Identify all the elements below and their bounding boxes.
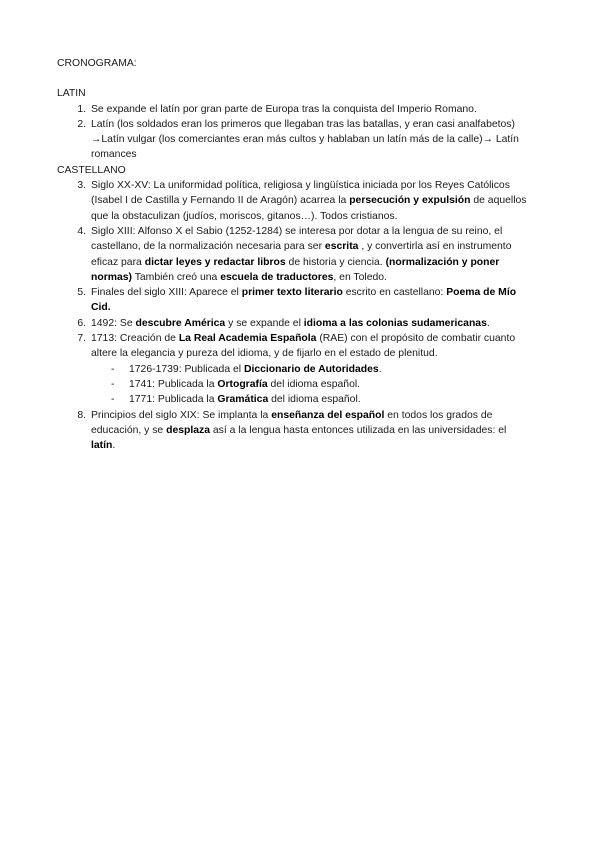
castellano-heading: CASTELLANO [57, 164, 126, 176]
item-text: Finales del siglo XIII: Aparece el [91, 287, 242, 299]
sub-item-1771 [57, 392, 527, 407]
bold-text: desplaza [166, 424, 210, 436]
item-text: 1492: Se [91, 317, 136, 329]
item-text: y se expande el [225, 317, 304, 329]
bold-text: dictar leyes y redactar libros [144, 256, 286, 268]
item-text: . [112, 440, 116, 452]
bold-text: descubre América [135, 317, 226, 329]
item-text: de historia y ciencia. [285, 256, 386, 268]
item-number: 1. [77, 103, 86, 115]
item-text: Siglo XX-XV: La uniformidad política, religiosa y lingüística iniciada por los Reyes Católicos (Isabel I de Castilla y Fernando II de Aragón) acarrea la [91, 180, 510, 207]
bold-text: La Real Academia Española [178, 333, 317, 345]
list-item-8 [57, 408, 527, 454]
item-text: 1771: Publicada la [129, 394, 218, 406]
bold-text: escuela de traductores [220, 271, 334, 283]
item-number: 7. [77, 333, 86, 345]
item-number: 2. [77, 118, 86, 130]
item-text: escrito en castellano: [342, 287, 447, 299]
list-item-6 [57, 316, 527, 331]
item-text: Latín (los soldados eran los primeros que llegaban tras las batallas, y eran casi analfabetos) →Latín vulgar (los comerciantes eran más cultos y hablaban un latín más de la calle)→ Latín romances [91, 118, 519, 161]
list-item-7 [57, 331, 527, 362]
bold-text: (normalización y poner normas) [91, 256, 500, 283]
item-text: de aquellos que la obstaculizan (judíos, moriscos, gitanos…). Todos cristianos. [91, 195, 527, 222]
bold-text: Gramática [217, 394, 269, 406]
bold-text: Ortografía [217, 378, 268, 390]
dash-bullet: - [111, 378, 115, 390]
list-item-3 [57, 178, 527, 224]
bold-text: latín [91, 440, 113, 452]
item-number: 8. [77, 409, 86, 421]
item-text: . [486, 317, 490, 329]
dash-bullet: - [111, 394, 115, 406]
dash-bullet: - [111, 363, 115, 375]
item-number: 6. [77, 317, 86, 329]
item-text: así a la lengua hasta entonces utilizada en las universidades: el [210, 424, 507, 436]
sub-item-1741 [57, 377, 527, 392]
bold-text: enseñanza del español [271, 409, 385, 421]
item-text: , y convertirla así en instrumento eficaz para [91, 241, 512, 268]
item-number: 4. [77, 225, 86, 237]
item-text: . [378, 363, 382, 375]
latin-heading: LATIN [57, 88, 86, 100]
document-page [57, 56, 527, 453]
item-text: 1713: Creación de [91, 333, 179, 345]
item-number: 3. [77, 180, 86, 192]
bold-text: Diccionario de Autoridades [243, 363, 379, 375]
sub-item-1726 [57, 362, 527, 377]
item-number: 5. [77, 287, 86, 299]
item-text: (RAE) con el propósito de combatir cuanto altere la elegancia y pureza del idioma, y de fijarlo en el estado de plenitud. [91, 333, 516, 360]
item-text: en todos los grados de educación, y se [91, 409, 493, 436]
bold-text: primer texto literario [241, 287, 343, 299]
list-item-5 [57, 285, 527, 316]
list-item-4 [57, 224, 527, 285]
item-text: Siglo XIII: Alfonso X el Sabio (1252-1284) se interesa por dotar a la lengua de su reino, el castellano, de la normalización necesaria para ser [91, 225, 503, 253]
document-title: CRONOGRAMA: [57, 58, 137, 69]
bold-text: persecución y expulsión [349, 195, 471, 207]
bold-text: idioma a las colonias sudamericanas [303, 317, 487, 329]
bold-text: escrita [324, 241, 359, 253]
item-text: del idioma español. [268, 394, 361, 406]
bold-text: Poema de Mío Cid. [91, 287, 517, 314]
item-text: Principios del siglo XIX: Se implanta la [91, 409, 272, 421]
item-text: , en Toledo. [333, 271, 387, 283]
item-text: del idioma español. [267, 378, 361, 390]
item-text: 1726-1739: Publicada el [129, 363, 244, 375]
item-text: Se expande el latín por gran parte de Europa tras la conquista del Imperio Romano. [91, 103, 477, 115]
list-item-1 [57, 102, 527, 117]
list-item-2 [57, 117, 527, 163]
item-text: También creó una [132, 271, 221, 283]
item-text: 1741: Publicada la [129, 378, 218, 390]
